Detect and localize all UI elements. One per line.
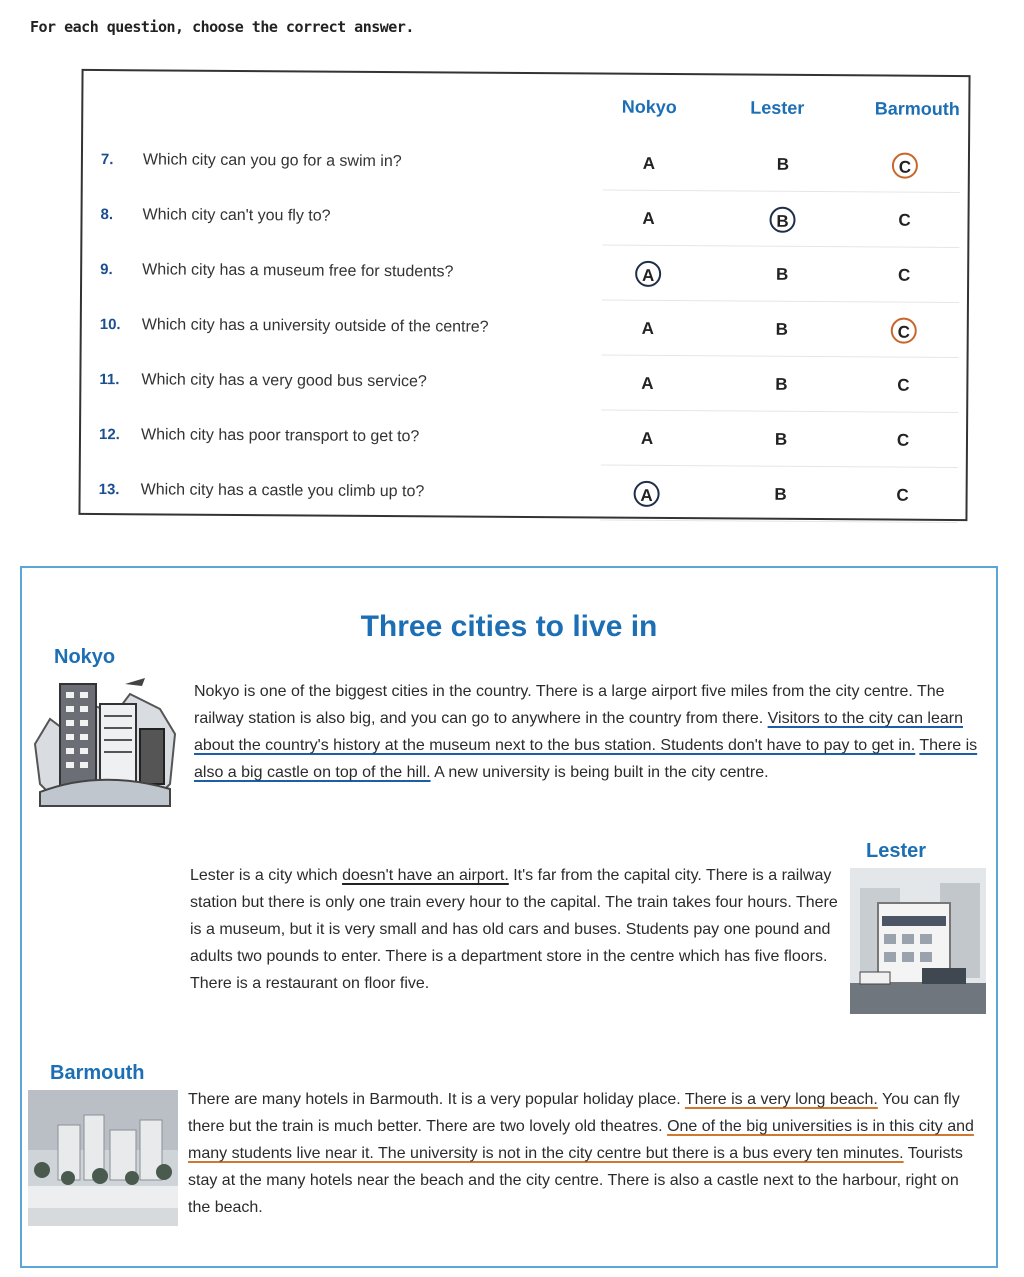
barmouth-label: Barmouth — [50, 1062, 145, 1084]
question-number: 10. — [99, 316, 121, 334]
answer-option-b[interactable]: B — [774, 484, 787, 504]
lester-underlined-airport: doesn't have an airport. — [342, 867, 509, 884]
question-number: 11. — [99, 371, 120, 389]
question-number: 9. — [100, 261, 113, 279]
nokyo-label: Nokyo — [54, 646, 116, 668]
question-number: 8. — [100, 206, 114, 224]
question-text: Which city has a university outside of the centre? — [141, 316, 489, 336]
answer-option-a[interactable]: A — [641, 373, 654, 393]
barmouth-paragraph — [188, 1086, 984, 1221]
answer-option-c[interactable]: C — [897, 265, 911, 285]
nokyo-paragraph — [194, 678, 984, 786]
question-row — [83, 131, 968, 193]
barmouth-text-1: There are many hotels in Barmouth. It is a very popular holiday place. — [188, 1091, 685, 1108]
answer-option-b[interactable]: B — [775, 374, 788, 394]
question-row — [82, 186, 967, 248]
answer-option-b[interactable]: B — [774, 429, 788, 449]
lester-label: Lester — [866, 840, 927, 862]
instruction-text: For each question, choose the correct answer. — [30, 18, 414, 36]
answer-option-a[interactable]: A — [634, 481, 660, 507]
lester-paragraph — [190, 862, 850, 997]
header-lester: Lester — [750, 97, 805, 118]
question-number: 7. — [100, 151, 114, 169]
reading-title: Three cities to live in — [360, 610, 658, 643]
barmouth-underlined-university: One of the big universities is in this city and many students live near it. The university is not in the city centre but there is a bus every ten minutes. — [188, 1118, 974, 1162]
answer-option-c[interactable]: C — [891, 318, 917, 344]
answer-option-b[interactable]: B — [775, 319, 788, 339]
header-barmouth: Barmouth — [874, 98, 960, 120]
answer-option-c[interactable]: C — [898, 210, 911, 230]
question-text: Which city has poor transport to get to? — [140, 426, 420, 446]
answer-option-c[interactable]: C — [896, 485, 909, 505]
answer-option-b[interactable]: B — [769, 207, 795, 233]
row-divider — [600, 520, 957, 523]
barmouth-text-3: Tourists stay at the many hotels near the beach and the city centre. There is also a castle next to the harbour, right on the beach. — [188, 1145, 963, 1216]
barmouth-underlined-beach: There is a very long beach. — [684, 1091, 878, 1108]
question-number: 12. — [98, 426, 120, 444]
lester-text-1: Lester is a city which — [190, 867, 343, 884]
question-number: 13. — [98, 481, 120, 499]
header-nokyo: Nokyo — [621, 96, 677, 118]
barmouth-text-2: You can fly there but the train is much better. There are two lovely old theatres. — [188, 1091, 960, 1135]
question-text: Which city can you go for a swim in? — [142, 151, 402, 171]
lester-text-2: It's far from the capital city. There is a railway station but there is only one train every hour to the capital. The train takes four hours. There is a museum, but it is very small and has old cars and buses. Students pay one pound and adults two pounds to enter. There is a department store in the centre which has five floors. There is a restaurant on floor five. — [190, 867, 838, 992]
answer-option-a[interactable]: A — [642, 153, 656, 173]
answer-option-a[interactable]: A — [641, 318, 654, 338]
barmouth-city-image — [28, 1090, 178, 1226]
nokyo-city-image — [30, 674, 180, 814]
nokyo-text-1: Nokyo is one of the biggest cities in the country. There is a large airport five miles from the city centre. The railway station is also big, and you can go to anywhere in the country from there. — [194, 683, 945, 727]
answer-option-b[interactable]: B — [775, 264, 789, 284]
nokyo-underlined-castle: There is also a big castle on top of the hill. — [194, 737, 978, 781]
question-text: Which city can't you fly to? — [142, 206, 331, 225]
question-text: Which city has a castle you climb up to? — [140, 481, 425, 501]
reading-panel — [20, 566, 998, 1268]
answer-option-a[interactable]: A — [642, 208, 655, 228]
answer-option-a[interactable]: A — [635, 261, 661, 287]
question-row — [80, 461, 965, 523]
quiz-table — [78, 69, 970, 521]
answer-option-a[interactable]: A — [640, 428, 654, 448]
nokyo-underlined-museum: Visitors to the city can learn about the country's history at the museum next to the bus station. Students don't have to pay to get in. — [194, 710, 963, 754]
answer-option-c[interactable]: C — [897, 375, 910, 395]
answer-option-b[interactable]: B — [776, 154, 790, 174]
question-row — [81, 351, 966, 413]
question-row — [81, 406, 966, 468]
answer-option-c[interactable]: C — [896, 430, 910, 450]
question-text: Which city has a museum free for students? — [142, 261, 454, 281]
nokyo-text-3: A new university is being built in the city centre. — [430, 764, 769, 781]
question-row — [82, 241, 967, 303]
question-row — [82, 296, 967, 358]
question-text: Which city has a very good bus service? — [141, 371, 427, 391]
answer-option-c[interactable]: C — [892, 153, 918, 179]
lester-city-image — [850, 868, 986, 1014]
